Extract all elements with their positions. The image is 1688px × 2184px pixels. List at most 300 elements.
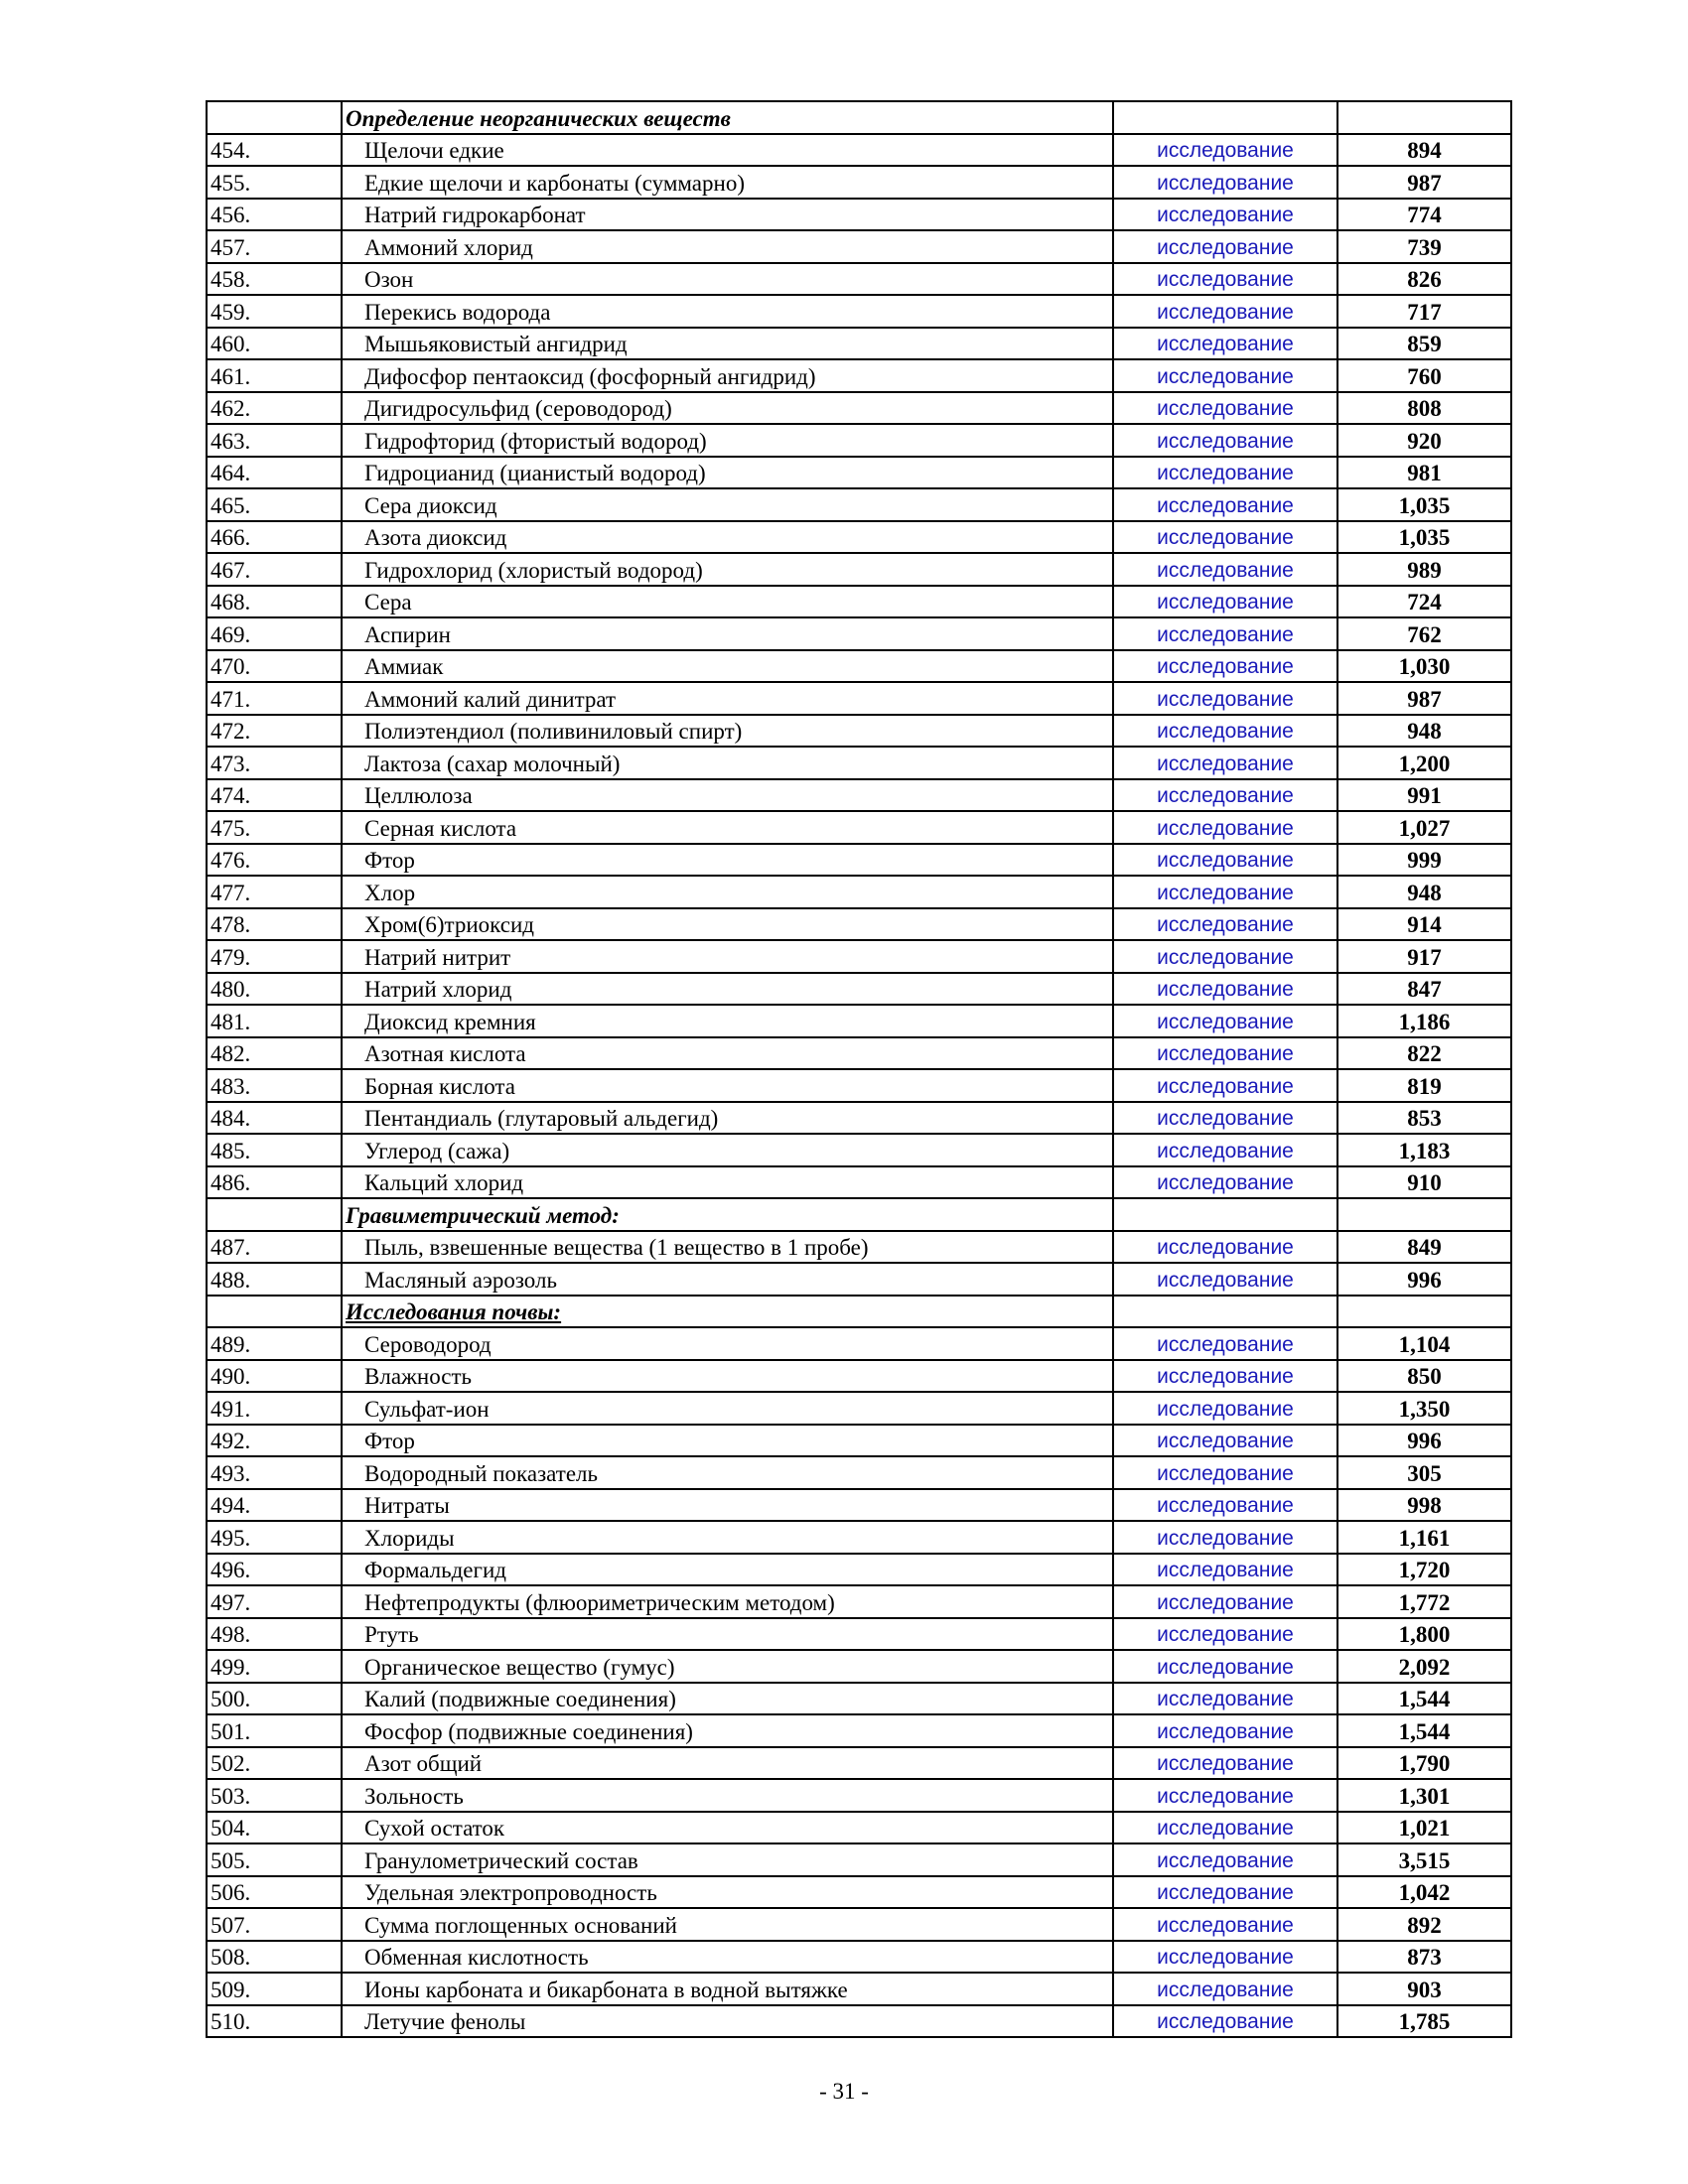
item-unit: исследование: [1113, 586, 1337, 618]
table-row: [207, 263, 1511, 296]
item-unit: исследование: [1113, 940, 1337, 973]
item-name: Формальдегид: [342, 1554, 1113, 1586]
table-row: [207, 1037, 1511, 1070]
item-name: Ионы карбоната и бикарбоната в водной вытяжке: [342, 1973, 1113, 2005]
item-unit: исследование: [1113, 1425, 1337, 1457]
item-unit: исследование: [1113, 1554, 1337, 1586]
item-name: Полиэтендиол (поливиниловый спирт): [342, 715, 1113, 748]
table-row: [207, 1392, 1511, 1425]
item-number: 506.: [207, 1876, 342, 1909]
item-unit: исследование: [1113, 488, 1337, 521]
item-name: Перекись водорода: [342, 295, 1113, 328]
item-price: 826: [1337, 263, 1511, 296]
item-unit: исследование: [1113, 230, 1337, 263]
item-name: Лактоза (сахар молочный): [342, 747, 1113, 779]
item-name: Нитраты: [342, 1489, 1113, 1522]
table-row: [207, 1263, 1511, 1296]
item-price: 1,544: [1337, 1683, 1511, 1715]
item-name: Зольность: [342, 1779, 1113, 1812]
section-title: Гравиметрический метод:: [346, 1202, 620, 1228]
item-name: Масляный аэрозоль: [342, 1263, 1113, 1296]
item-name: Фтор: [342, 1425, 1113, 1457]
item-number: 501.: [207, 1714, 342, 1747]
item-unit: исследование: [1113, 876, 1337, 908]
item-unit: исследование: [1113, 263, 1337, 296]
item-price: 739: [1337, 230, 1511, 263]
item-unit: исследование: [1113, 715, 1337, 748]
item-number: 494.: [207, 1489, 342, 1522]
item-number: 467.: [207, 553, 342, 586]
item-price: 762: [1337, 617, 1511, 650]
table-row: [207, 134, 1511, 167]
item-number: 455.: [207, 166, 342, 199]
table-row: [207, 650, 1511, 683]
item-name: Пентандиаль (глутаровый альдегид): [342, 1102, 1113, 1135]
item-name: Азота диоксид: [342, 521, 1113, 554]
item-name: Гранулометрический состав: [342, 1843, 1113, 1876]
item-price: 996: [1337, 1425, 1511, 1457]
table-row: [207, 682, 1511, 715]
item-number: 487.: [207, 1231, 342, 1264]
item-name: Гидроцианид (цианистый водород): [342, 457, 1113, 489]
item-price: 873: [1337, 1941, 1511, 1974]
table-row: [207, 230, 1511, 263]
item-price: 1,027: [1337, 811, 1511, 844]
item-unit: исследование: [1113, 747, 1337, 779]
item-price: 853: [1337, 1102, 1511, 1135]
table-row: [207, 1876, 1511, 1909]
item-name: Борная кислота: [342, 1069, 1113, 1102]
table-row: [207, 424, 1511, 457]
item-unit: исследование: [1113, 1779, 1337, 1812]
item-name: Сероводород: [342, 1327, 1113, 1360]
table-row: [207, 1973, 1511, 2005]
item-unit: исследование: [1113, 134, 1337, 167]
item-number: 498.: [207, 1618, 342, 1651]
item-name: Аммоний хлорид: [342, 230, 1113, 263]
item-unit: исследование: [1113, 1392, 1337, 1425]
item-name: Диоксид кремния: [342, 1005, 1113, 1037]
item-number: 454.: [207, 134, 342, 167]
table-row: [207, 1618, 1511, 1651]
item-number: 486.: [207, 1166, 342, 1199]
item-price: 991: [1337, 779, 1511, 812]
item-name: Азот общий: [342, 1747, 1113, 1780]
item-name: Щелочи едкие: [342, 134, 1113, 167]
item-unit: исследование: [1113, 617, 1337, 650]
item-number: 471.: [207, 682, 342, 715]
item-price: 1,772: [1337, 1585, 1511, 1618]
item-price: 1,104: [1337, 1327, 1511, 1360]
item-price: 859: [1337, 328, 1511, 360]
item-number: 477.: [207, 876, 342, 908]
item-unit: исследование: [1113, 682, 1337, 715]
item-number: 484.: [207, 1102, 342, 1135]
table-row: [207, 553, 1511, 586]
section-title: Определение неорганических веществ: [346, 105, 731, 131]
item-number: 465.: [207, 488, 342, 521]
item-price: 808: [1337, 392, 1511, 425]
item-price: 894: [1337, 134, 1511, 167]
table-row: [207, 1554, 1511, 1586]
item-unit: исследование: [1113, 328, 1337, 360]
item-name: Натрий гидрокарбонат: [342, 199, 1113, 231]
table-row: [207, 1941, 1511, 1974]
item-price: 996: [1337, 1263, 1511, 1296]
table-row: [207, 1069, 1511, 1102]
table-row: [207, 521, 1511, 554]
section-title: Исследования почвы:: [346, 1299, 562, 1324]
item-number: 462.: [207, 392, 342, 425]
item-unit: исследование: [1113, 1714, 1337, 1747]
item-name: Фосфор (подвижные соединения): [342, 1714, 1113, 1747]
table-row: [207, 1812, 1511, 1844]
item-unit: исследование: [1113, 166, 1337, 199]
table-row: [207, 488, 1511, 521]
table-row: [207, 715, 1511, 748]
table-row: [207, 1231, 1511, 1264]
table-row: [207, 2005, 1511, 2038]
page-number: - 31 -: [819, 2079, 869, 2104]
item-price: 1,021: [1337, 1812, 1511, 1844]
item-number: 470.: [207, 650, 342, 683]
section-title-cell: [342, 1296, 1113, 1328]
item-name: Калий (подвижные соединения): [342, 1683, 1113, 1715]
table-row: [207, 1005, 1511, 1037]
section-num-cell: [207, 1296, 342, 1328]
item-name: Дифосфор пентаоксид (фосфорный ангидрид): [342, 359, 1113, 392]
item-name: Натрий нитрит: [342, 940, 1113, 973]
item-unit: исследование: [1113, 1618, 1337, 1651]
item-name: Влажность: [342, 1360, 1113, 1393]
item-price: 1,183: [1337, 1134, 1511, 1166]
table-row: [207, 1134, 1511, 1166]
section-num-cell: [207, 1198, 342, 1231]
item-price: 910: [1337, 1166, 1511, 1199]
item-name: Едкие щелочи и карбонаты (суммарно): [342, 166, 1113, 199]
item-number: 469.: [207, 617, 342, 650]
table-row: [207, 295, 1511, 328]
item-name: Аспирин: [342, 617, 1113, 650]
item-unit: исследование: [1113, 1941, 1337, 1974]
table-row: [207, 1489, 1511, 1522]
item-unit: исследование: [1113, 1069, 1337, 1102]
item-number: 478.: [207, 908, 342, 941]
item-number: 472.: [207, 715, 342, 748]
item-name: Углерод (сажа): [342, 1134, 1113, 1166]
item-name: Хром(6)триоксид: [342, 908, 1113, 941]
section-unit-cell: [1113, 1296, 1337, 1328]
table-row: [207, 908, 1511, 941]
item-number: 490.: [207, 1360, 342, 1393]
item-unit: исследование: [1113, 457, 1337, 489]
item-number: 461.: [207, 359, 342, 392]
item-price: 717: [1337, 295, 1511, 328]
item-name: Озон: [342, 263, 1113, 296]
table-row: [207, 1521, 1511, 1554]
item-number: 493.: [207, 1456, 342, 1489]
item-unit: исследование: [1113, 199, 1337, 231]
table-row: [207, 811, 1511, 844]
item-number: 458.: [207, 263, 342, 296]
item-unit: исследование: [1113, 1005, 1337, 1037]
item-unit: исследование: [1113, 1973, 1337, 2005]
item-number: 510.: [207, 2005, 342, 2038]
table-row: [207, 1779, 1511, 1812]
item-unit: исследование: [1113, 359, 1337, 392]
item-price: 774: [1337, 199, 1511, 231]
item-unit: исследование: [1113, 1585, 1337, 1618]
item-price: 987: [1337, 682, 1511, 715]
table-row: [207, 876, 1511, 908]
item-unit: исследование: [1113, 1456, 1337, 1489]
item-name: Фтор: [342, 844, 1113, 877]
item-number: 464.: [207, 457, 342, 489]
item-price: 1,161: [1337, 1521, 1511, 1554]
item-unit: исследование: [1113, 973, 1337, 1006]
item-price: 724: [1337, 586, 1511, 618]
item-price: 1,720: [1337, 1554, 1511, 1586]
item-price: 1,042: [1337, 1876, 1511, 1909]
item-number: 489.: [207, 1327, 342, 1360]
item-price: 948: [1337, 715, 1511, 748]
table-row: [207, 779, 1511, 812]
table-row: [207, 586, 1511, 618]
table-row: [207, 166, 1511, 199]
item-price: 1,790: [1337, 1747, 1511, 1780]
section-title-cell: [342, 1198, 1113, 1231]
item-number: 499.: [207, 1650, 342, 1683]
item-unit: исследование: [1113, 1747, 1337, 1780]
item-unit: исследование: [1113, 553, 1337, 586]
section-price-cell: [1337, 1296, 1511, 1328]
item-unit: исследование: [1113, 1360, 1337, 1393]
table-row: [207, 747, 1511, 779]
section-price-cell: [1337, 1198, 1511, 1231]
item-price: 1,186: [1337, 1005, 1511, 1037]
item-price: 305: [1337, 1456, 1511, 1489]
item-price: 2,092: [1337, 1650, 1511, 1683]
item-unit: исследование: [1113, 1489, 1337, 1522]
item-number: 456.: [207, 199, 342, 231]
item-number: 503.: [207, 1779, 342, 1812]
item-unit: исследование: [1113, 1812, 1337, 1844]
item-number: 500.: [207, 1683, 342, 1715]
table-row: [207, 199, 1511, 231]
table-row: [207, 1908, 1511, 1941]
table-row: [207, 1360, 1511, 1393]
section-header-row: [207, 1198, 1511, 1231]
table-row: [207, 1714, 1511, 1747]
item-price: 917: [1337, 940, 1511, 973]
item-unit: исследование: [1113, 2005, 1337, 2038]
item-price: 914: [1337, 908, 1511, 941]
item-unit: исследование: [1113, 1908, 1337, 1941]
item-unit: исследование: [1113, 908, 1337, 941]
item-price: 948: [1337, 876, 1511, 908]
item-number: 497.: [207, 1585, 342, 1618]
table-row: [207, 457, 1511, 489]
item-price: 999: [1337, 844, 1511, 877]
item-price: 1,800: [1337, 1618, 1511, 1651]
item-unit: исследование: [1113, 811, 1337, 844]
item-unit: исследование: [1113, 844, 1337, 877]
item-number: 466.: [207, 521, 342, 554]
item-unit: исследование: [1113, 1327, 1337, 1360]
item-unit: исследование: [1113, 1263, 1337, 1296]
item-name: Мышьяковистый ангидрид: [342, 328, 1113, 360]
item-number: 480.: [207, 973, 342, 1006]
item-number: 475.: [207, 811, 342, 844]
item-name: Натрий хлорид: [342, 973, 1113, 1006]
table-row: [207, 1166, 1511, 1199]
table-row: [207, 1747, 1511, 1780]
item-name: Аммиак: [342, 650, 1113, 683]
item-number: 476.: [207, 844, 342, 877]
item-number: 504.: [207, 1812, 342, 1844]
item-name: Сумма поглощенных оснований: [342, 1908, 1113, 1941]
item-number: 502.: [207, 1747, 342, 1780]
item-name: Хлор: [342, 876, 1113, 908]
item-name: Азотная кислота: [342, 1037, 1113, 1070]
table-row: [207, 844, 1511, 877]
item-name: Обменная кислотность: [342, 1941, 1113, 1974]
item-name: Ртуть: [342, 1618, 1113, 1651]
table-row: [207, 1425, 1511, 1457]
item-number: 483.: [207, 1069, 342, 1102]
item-unit: исследование: [1113, 1231, 1337, 1264]
item-number: 505.: [207, 1843, 342, 1876]
item-price: 1,301: [1337, 1779, 1511, 1812]
price-table: [206, 100, 1512, 2038]
item-number: 459.: [207, 295, 342, 328]
item-unit: исследование: [1113, 392, 1337, 425]
table-row: [207, 940, 1511, 973]
item-price: 822: [1337, 1037, 1511, 1070]
section-title-cell: [342, 101, 1113, 134]
item-unit: исследование: [1113, 1683, 1337, 1715]
table-row: [207, 392, 1511, 425]
item-number: 468.: [207, 586, 342, 618]
item-number: 485.: [207, 1134, 342, 1166]
item-unit: исследование: [1113, 1876, 1337, 1909]
item-name: Гидрохлорид (хлористый водород): [342, 553, 1113, 586]
item-unit: исследование: [1113, 779, 1337, 812]
item-number: 482.: [207, 1037, 342, 1070]
item-name: Сульфат-ион: [342, 1392, 1113, 1425]
section-unit-cell: [1113, 1198, 1337, 1231]
item-name: Целлюлоза: [342, 779, 1113, 812]
table-row: [207, 973, 1511, 1006]
item-name: Водородный показатель: [342, 1456, 1113, 1489]
item-name: Органическое вещество (гумус): [342, 1650, 1113, 1683]
item-number: 491.: [207, 1392, 342, 1425]
item-price: 3,515: [1337, 1843, 1511, 1876]
item-name: Сера диоксид: [342, 488, 1113, 521]
item-number: 495.: [207, 1521, 342, 1554]
item-name: Серная кислота: [342, 811, 1113, 844]
table-row: [207, 617, 1511, 650]
item-name: Пыль, взвешенные вещества (1 вещество в 1 пробе): [342, 1231, 1113, 1264]
item-name: Сера: [342, 586, 1113, 618]
item-name: Сухой остаток: [342, 1812, 1113, 1844]
item-price: 1,200: [1337, 747, 1511, 779]
table-row: [207, 328, 1511, 360]
item-number: 474.: [207, 779, 342, 812]
item-price: 987: [1337, 166, 1511, 199]
item-price: 1,030: [1337, 650, 1511, 683]
item-number: 507.: [207, 1908, 342, 1941]
item-name: Нефтепродукты (флюориметрическим методом): [342, 1585, 1113, 1618]
section-num-cell: [207, 101, 342, 134]
item-number: 492.: [207, 1425, 342, 1457]
item-unit: исследование: [1113, 1650, 1337, 1683]
item-price: 989: [1337, 553, 1511, 586]
item-price: 981: [1337, 457, 1511, 489]
item-number: 481.: [207, 1005, 342, 1037]
item-price: 850: [1337, 1360, 1511, 1393]
item-price: 760: [1337, 359, 1511, 392]
item-number: 508.: [207, 1941, 342, 1974]
item-number: 496.: [207, 1554, 342, 1586]
table-row: [207, 1102, 1511, 1135]
item-unit: исследование: [1113, 521, 1337, 554]
item-number: 479.: [207, 940, 342, 973]
item-unit: исследование: [1113, 650, 1337, 683]
item-price: 1,350: [1337, 1392, 1511, 1425]
item-price: 903: [1337, 1973, 1511, 2005]
item-unit: исследование: [1113, 1134, 1337, 1166]
item-number: 457.: [207, 230, 342, 263]
item-name: Гидрофторид (фтористый водород): [342, 424, 1113, 457]
table-row: [207, 1683, 1511, 1715]
item-price: 847: [1337, 973, 1511, 1006]
section-header-row: [207, 1296, 1511, 1328]
item-price: 892: [1337, 1908, 1511, 1941]
item-name: Кальций хлорид: [342, 1166, 1113, 1199]
table-row: [207, 1650, 1511, 1683]
price-table-body: [207, 101, 1511, 2037]
table-row: [207, 1456, 1511, 1489]
item-price: 1,544: [1337, 1714, 1511, 1747]
item-unit: исследование: [1113, 1037, 1337, 1070]
item-unit: исследование: [1113, 295, 1337, 328]
item-unit: исследование: [1113, 1843, 1337, 1876]
item-number: 473.: [207, 747, 342, 779]
item-unit: исследование: [1113, 1166, 1337, 1199]
item-price: 819: [1337, 1069, 1511, 1102]
item-name: Хлориды: [342, 1521, 1113, 1554]
item-name: Аммоний калий динитрат: [342, 682, 1113, 715]
section-unit-cell: [1113, 101, 1337, 134]
table-row: [207, 1585, 1511, 1618]
item-number: 509.: [207, 1973, 342, 2005]
item-price: 849: [1337, 1231, 1511, 1264]
item-number: 463.: [207, 424, 342, 457]
item-number: 488.: [207, 1263, 342, 1296]
table-row: [207, 359, 1511, 392]
item-price: 1,035: [1337, 488, 1511, 521]
table-row: [207, 1327, 1511, 1360]
item-number: 460.: [207, 328, 342, 360]
section-header-row: [207, 101, 1511, 134]
item-name: Удельная электропроводность: [342, 1876, 1113, 1909]
item-price: 1,785: [1337, 2005, 1511, 2038]
table-row: [207, 1843, 1511, 1876]
item-price: 920: [1337, 424, 1511, 457]
item-price: 1,035: [1337, 521, 1511, 554]
section-price-cell: [1337, 101, 1511, 134]
